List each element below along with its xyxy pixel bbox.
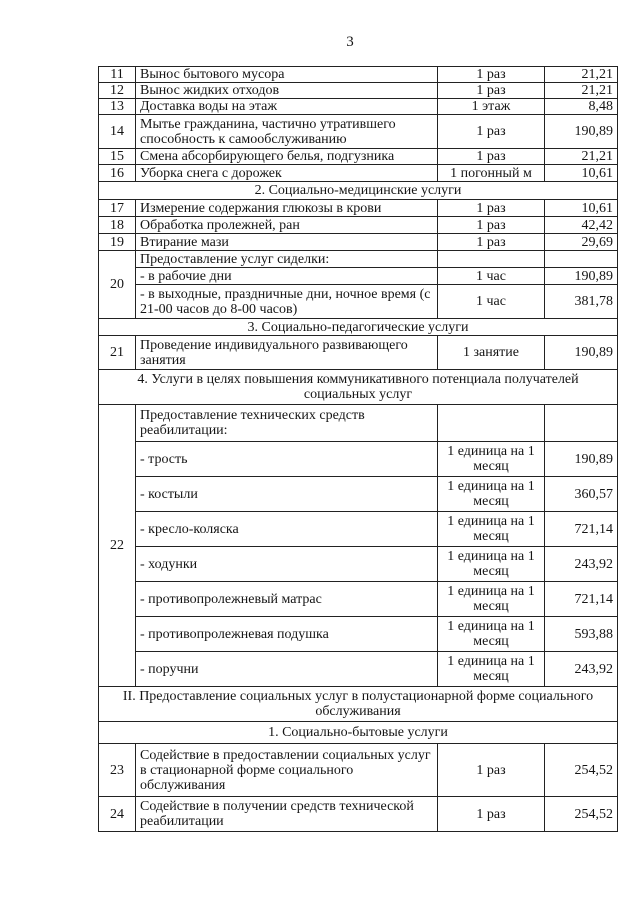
table-subrow bbox=[99, 442, 618, 477]
section-heading: 3. Социально-педагогические услуги bbox=[99, 319, 618, 336]
service-name: Предоставление технических средств реабилитации: bbox=[136, 405, 438, 442]
table-row bbox=[99, 200, 618, 217]
empty-cell bbox=[438, 405, 545, 442]
section-heading: 2. Социально-медицинские услуги bbox=[99, 182, 618, 200]
section-row bbox=[99, 319, 618, 336]
service-unit: 1 единица на 1 месяц bbox=[438, 617, 545, 652]
service-unit: 1 раз bbox=[438, 149, 545, 165]
service-unit: 1 час bbox=[438, 268, 545, 285]
table-row bbox=[99, 115, 618, 149]
row-number: 23 bbox=[99, 744, 136, 797]
service-subitem-name: - ходунки bbox=[136, 547, 438, 582]
service-subitem-name: - противопролежневая подушка bbox=[136, 617, 438, 652]
service-name: Уборка снега с дорожек bbox=[136, 165, 438, 182]
row-number: 18 bbox=[99, 217, 136, 234]
row-number: 20 bbox=[99, 251, 136, 319]
service-unit: 1 раз bbox=[438, 217, 545, 234]
service-price: 10,61 bbox=[545, 165, 618, 182]
service-price: 10,61 bbox=[545, 200, 618, 217]
service-name: Предоставление услуг сиделки: bbox=[136, 251, 438, 268]
service-price: 243,92 bbox=[545, 547, 618, 582]
page-number: 3 bbox=[346, 34, 354, 50]
service-unit: 1 единица на 1 месяц bbox=[438, 652, 545, 687]
table-subrow bbox=[99, 652, 618, 687]
service-subitem-name: - в рабочие дни bbox=[136, 268, 438, 285]
service-unit: 1 единица на 1 месяц bbox=[438, 547, 545, 582]
section-heading: 1. Социально-бытовые услуги bbox=[99, 722, 618, 744]
service-price: 8,48 bbox=[545, 99, 618, 115]
service-unit: 1 раз bbox=[438, 67, 545, 83]
row-number: 11 bbox=[99, 67, 136, 83]
row-number: 16 bbox=[99, 165, 136, 182]
service-name: Втирание мази bbox=[136, 234, 438, 251]
service-price: 243,92 bbox=[545, 652, 618, 687]
service-name: Смена абсорбирующего белья, подгузника bbox=[136, 149, 438, 165]
service-name: Вынос жидких отходов bbox=[136, 83, 438, 99]
service-subitem-name: - в выходные, праздничные дни, ночное время (с 21-00 часов до 8-00 часов) bbox=[136, 285, 438, 319]
services-price-table bbox=[98, 66, 618, 832]
table-row bbox=[99, 165, 618, 182]
table-row bbox=[99, 83, 618, 99]
section-row bbox=[99, 722, 618, 744]
section-row bbox=[99, 370, 618, 405]
service-unit: 1 единица на 1 месяц bbox=[438, 582, 545, 617]
service-price: 593,88 bbox=[545, 617, 618, 652]
section-heading: 4. Услуги в целях повышения коммуникативного потенциала получателей социальных услуг bbox=[99, 370, 618, 405]
service-price: 381,78 bbox=[545, 285, 618, 319]
service-price: 190,89 bbox=[545, 115, 618, 149]
service-price: 42,42 bbox=[545, 217, 618, 234]
table-row bbox=[99, 99, 618, 115]
row-number: 15 bbox=[99, 149, 136, 165]
table-row bbox=[99, 67, 618, 83]
service-unit: 1 час bbox=[438, 285, 545, 319]
row-number: 12 bbox=[99, 83, 136, 99]
service-unit: 1 единица на 1 месяц bbox=[438, 512, 545, 547]
table-row bbox=[99, 234, 618, 251]
service-name: Проведение индивидуального развивающего занятия bbox=[136, 336, 438, 370]
table-subrow bbox=[99, 512, 618, 547]
service-name: Обработка пролежней, ран bbox=[136, 217, 438, 234]
table-row bbox=[99, 797, 618, 832]
service-unit: 1 раз bbox=[438, 744, 545, 797]
service-price: 190,89 bbox=[545, 336, 618, 370]
row-number: 24 bbox=[99, 797, 136, 832]
service-name: Доставка воды на этаж bbox=[136, 99, 438, 115]
table-row bbox=[99, 149, 618, 165]
service-subitem-name: - трость bbox=[136, 442, 438, 477]
table-subrow bbox=[99, 547, 618, 582]
section-heading: II. Предоставление социальных услуг в полустационарной форме социального обслуживания bbox=[99, 687, 618, 722]
service-price: 21,21 bbox=[545, 83, 618, 99]
table-subrow bbox=[99, 617, 618, 652]
service-unit: 1 раз bbox=[438, 797, 545, 832]
section-row bbox=[99, 182, 618, 200]
service-unit: 1 занятие bbox=[438, 336, 545, 370]
service-unit: 1 раз bbox=[438, 83, 545, 99]
empty-cell bbox=[545, 251, 618, 268]
service-price: 29,69 bbox=[545, 234, 618, 251]
table-subrow bbox=[99, 582, 618, 617]
table-row bbox=[99, 217, 618, 234]
service-unit: 1 погонный м bbox=[438, 165, 545, 182]
service-subitem-name: - противопролежневый матрас bbox=[136, 582, 438, 617]
service-unit: 1 этаж bbox=[438, 99, 545, 115]
service-subitem-name: - кресло-коляска bbox=[136, 512, 438, 547]
service-unit: 1 раз bbox=[438, 115, 545, 149]
empty-cell bbox=[438, 251, 545, 268]
table-row bbox=[99, 336, 618, 370]
table-row bbox=[99, 744, 618, 797]
table-row bbox=[99, 251, 618, 268]
row-number: 14 bbox=[99, 115, 136, 149]
service-price: 254,52 bbox=[545, 744, 618, 797]
service-unit: 1 единица на 1 месяц bbox=[438, 442, 545, 477]
service-name: Содействие в получении средств технической реабилитации bbox=[136, 797, 438, 832]
empty-cell bbox=[545, 405, 618, 442]
service-name: Измерение содержания глюкозы в крови bbox=[136, 200, 438, 217]
service-unit: 1 единица на 1 месяц bbox=[438, 477, 545, 512]
row-number: 13 bbox=[99, 99, 136, 115]
service-price: 21,21 bbox=[545, 149, 618, 165]
service-price: 721,14 bbox=[545, 512, 618, 547]
service-name: Вынос бытового мусора bbox=[136, 67, 438, 83]
service-price: 190,89 bbox=[545, 268, 618, 285]
service-price: 21,21 bbox=[545, 67, 618, 83]
section-row bbox=[99, 687, 618, 722]
service-name: Мытье гражданина, частично утратившего способность к самообслуживанию bbox=[136, 115, 438, 149]
row-number: 17 bbox=[99, 200, 136, 217]
table-subrow bbox=[99, 268, 618, 285]
service-subitem-name: - костыли bbox=[136, 477, 438, 512]
table-subrow bbox=[99, 285, 618, 319]
service-price: 254,52 bbox=[545, 797, 618, 832]
table-row bbox=[99, 405, 618, 442]
service-unit: 1 раз bbox=[438, 234, 545, 251]
service-price: 360,57 bbox=[545, 477, 618, 512]
service-price: 190,89 bbox=[545, 442, 618, 477]
service-subitem-name: - поручни bbox=[136, 652, 438, 687]
row-number: 22 bbox=[99, 405, 136, 687]
service-unit: 1 раз bbox=[438, 200, 545, 217]
row-number: 21 bbox=[99, 336, 136, 370]
row-number: 19 bbox=[99, 234, 136, 251]
table-subrow bbox=[99, 477, 618, 512]
service-name: Содействие в предоставлении социальных услуг в стационарной форме социального обслуживания bbox=[136, 744, 438, 797]
service-price: 721,14 bbox=[545, 582, 618, 617]
